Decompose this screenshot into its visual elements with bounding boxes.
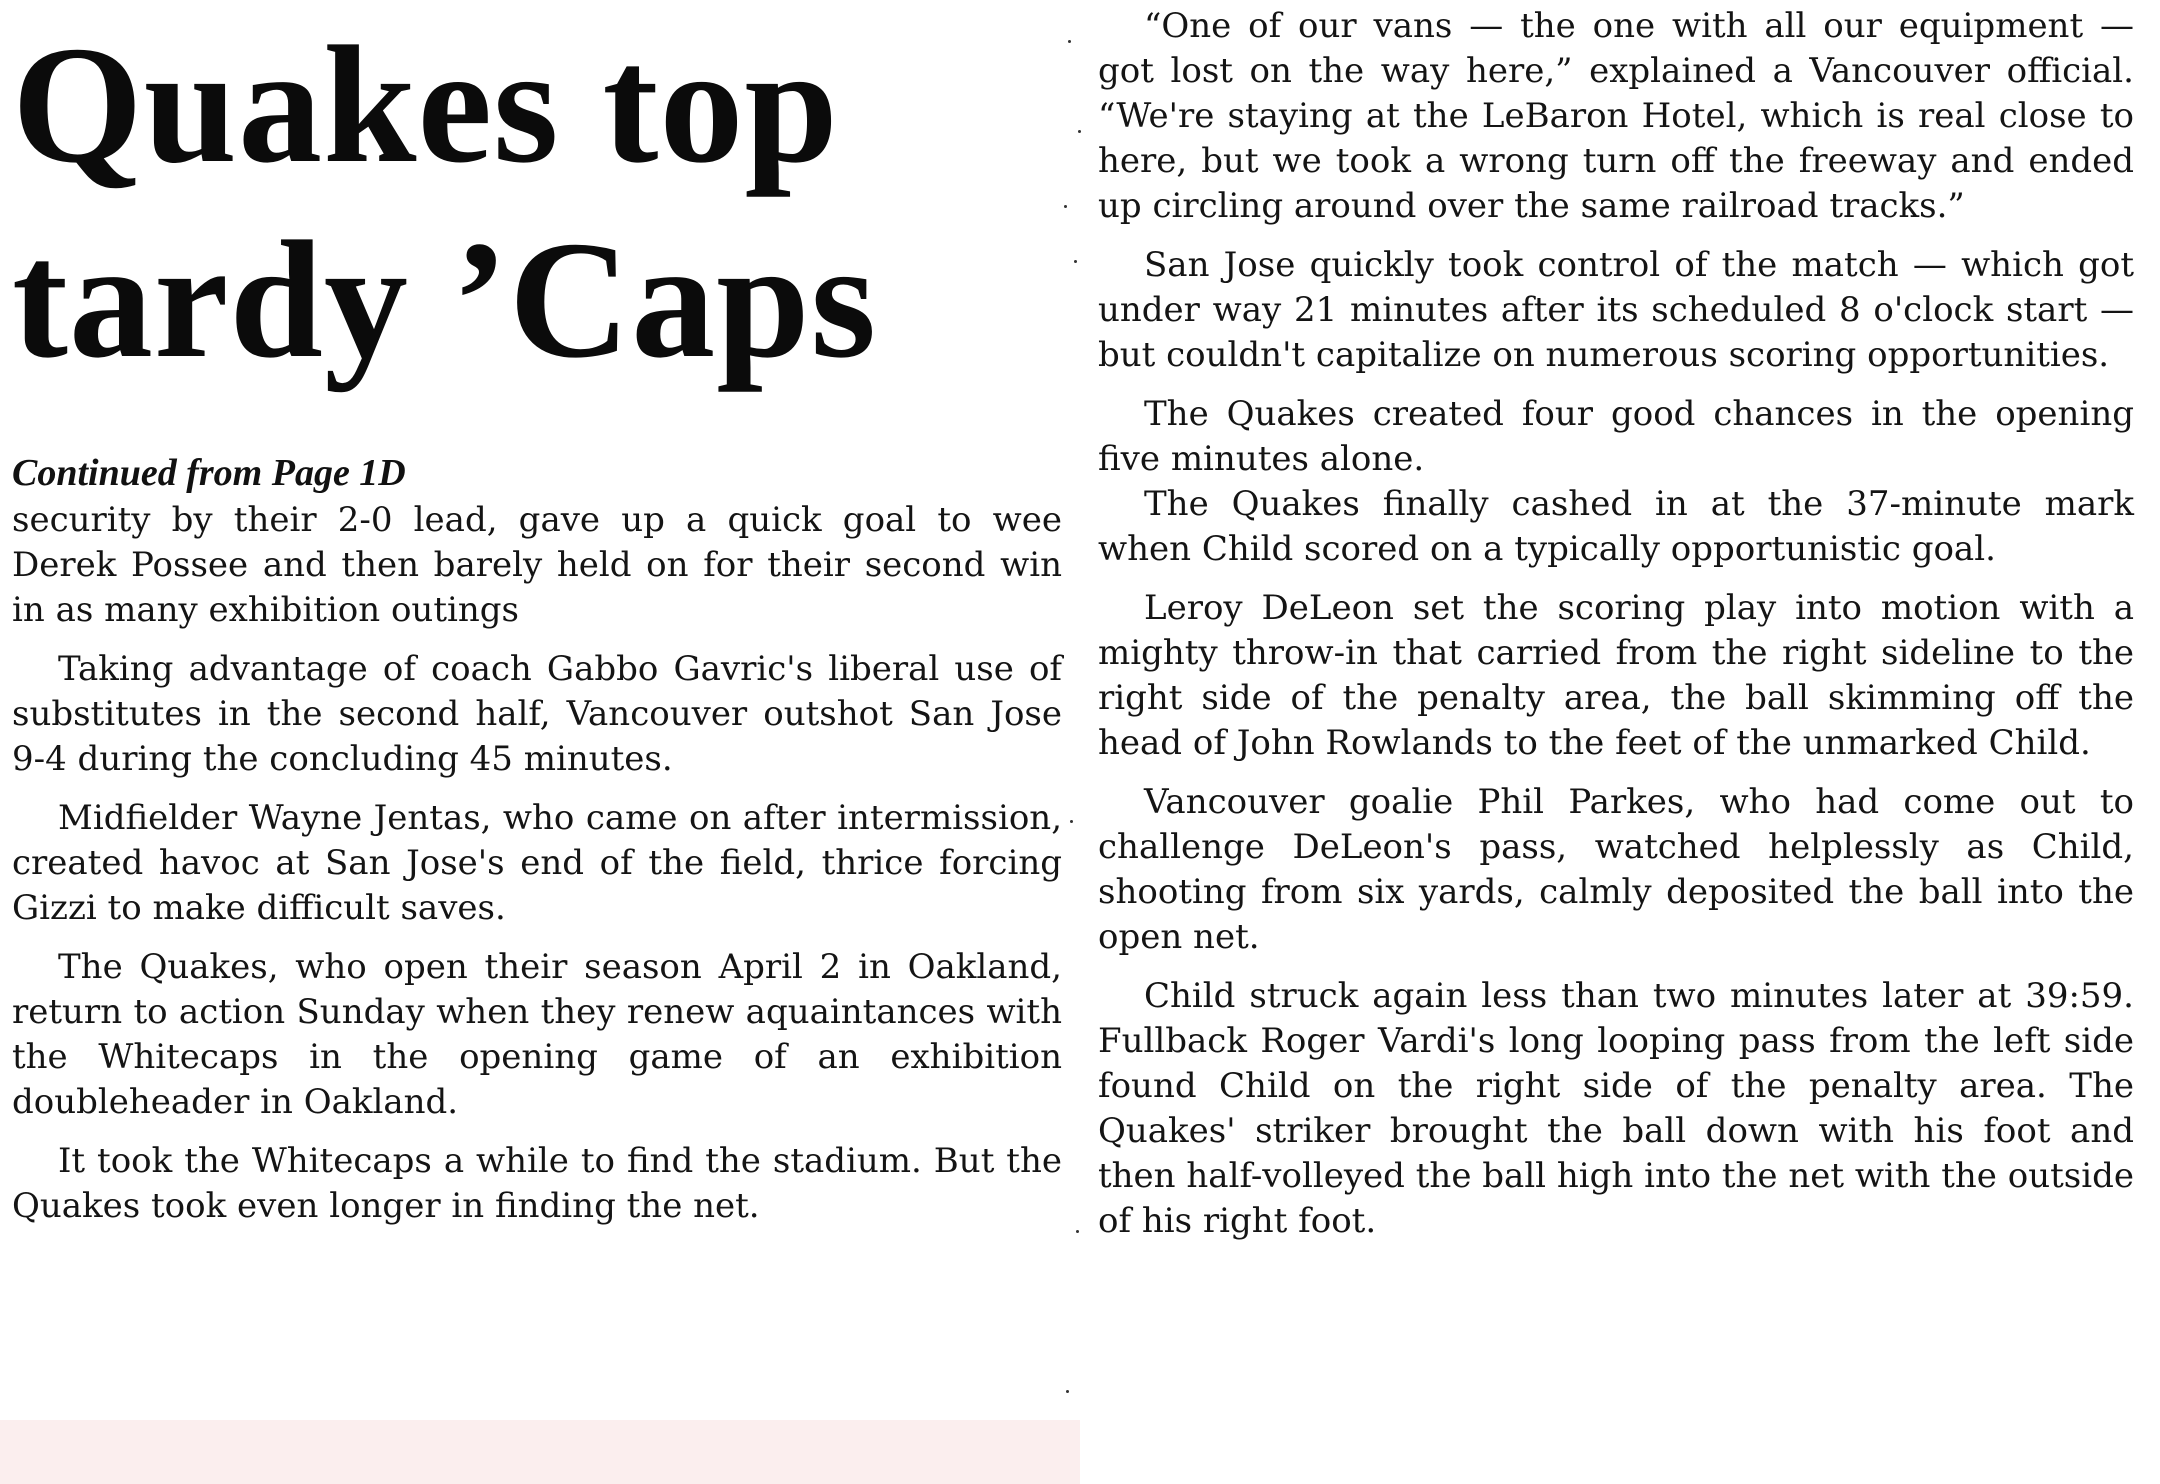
scan-speck (1070, 820, 1073, 823)
scan-speck (1066, 1390, 1069, 1393)
scan-speck (1074, 260, 1077, 263)
paragraph: San Jose quickly took control of the match — which got under way 21 minutes after its scheduled 8 o'clock start — but couldn't capitalize on numerous scoring opportunities. (1098, 245, 2134, 375)
paragraph: The Quakes, who open their season April 2 in Oakland, return to action Sunday when they renew aquaintances with the Whitecaps in the opening game of an exhibition doubleheader in Oakland. (12, 947, 1062, 1122)
paragraph: The Quakes created four good chances in the opening five minutes alone. (1098, 394, 2134, 479)
scan-speck (1076, 1230, 1079, 1233)
paragraph: security by their 2-0 lead, gave up a quick goal to wee Derek Possee and then barely held on for their second win in as many exhibition outings (12, 500, 1062, 630)
paragraph: Leroy DeLeon set the scoring play into motion with a mighty throw-in that carried from the right sideline to the right side of the penalty area, the ball skimming off the head of John Rowlands to the feet of the unmarked Child. (1098, 588, 2134, 763)
paragraph: “One of our vans — the one with all our equipment — got lost on the way here,” explained a Vancouver official. “We're staying at the LeBaron Hotel, which is real close to here, but we took a wrong turn off the freeway and ended up circling around over the same railroad tracks.” (1098, 6, 2134, 226)
scan-edge-band (0, 1420, 1080, 1484)
scan-speck (1068, 40, 1071, 43)
scan-speck (1064, 205, 1067, 208)
paragraph: Midfielder Wayne Jentas, who came on after intermission, created havoc at San Jose's end of the field, thrice forcing Gizzi to make difficult saves. (12, 798, 1062, 928)
paragraph: Vancouver goalie Phil Parkes, who had come out to challenge DeLeon's pass, watched helplessly as Child, shooting from six yards, calmly deposited the ball into the open net. (1098, 782, 2134, 957)
gutter-scan-noise (1060, 0, 1090, 1484)
headline (12, 0, 1062, 418)
paragraph: The Quakes finally cashed in at the 37-minute mark when Child scored on a typically opportunistic goal. (1098, 484, 2134, 569)
headline-line-1: Quakes top (12, 12, 839, 198)
paragraph: Child struck again less than two minutes later at 39:59. Fullback Roger Vardi's long looping pass from the left side found Child on the right side of the penalty area. The Quakes' striker brought the ball down with his foot and then half-volleyed the ball high into the net with the outside of his right foot. (1098, 976, 2134, 1241)
continued-from-line: Continued from Page 1D (12, 452, 406, 494)
headline-line-2: tardy ’Caps (12, 207, 878, 393)
paragraph: It took the Whitecaps a while to find the stadium. But the Quakes took even longer in finding the net. (12, 1141, 1062, 1226)
right-column (1098, 4, 2134, 1258)
paragraph: Taking advantage of coach Gabbo Gavric's liberal use of substitutes in the second half, Vancouver outshot San Jose 9-4 during the concluding 45 minutes. (12, 649, 1062, 779)
scan-speck (1078, 130, 1081, 133)
left-column (12, 0, 1062, 1243)
